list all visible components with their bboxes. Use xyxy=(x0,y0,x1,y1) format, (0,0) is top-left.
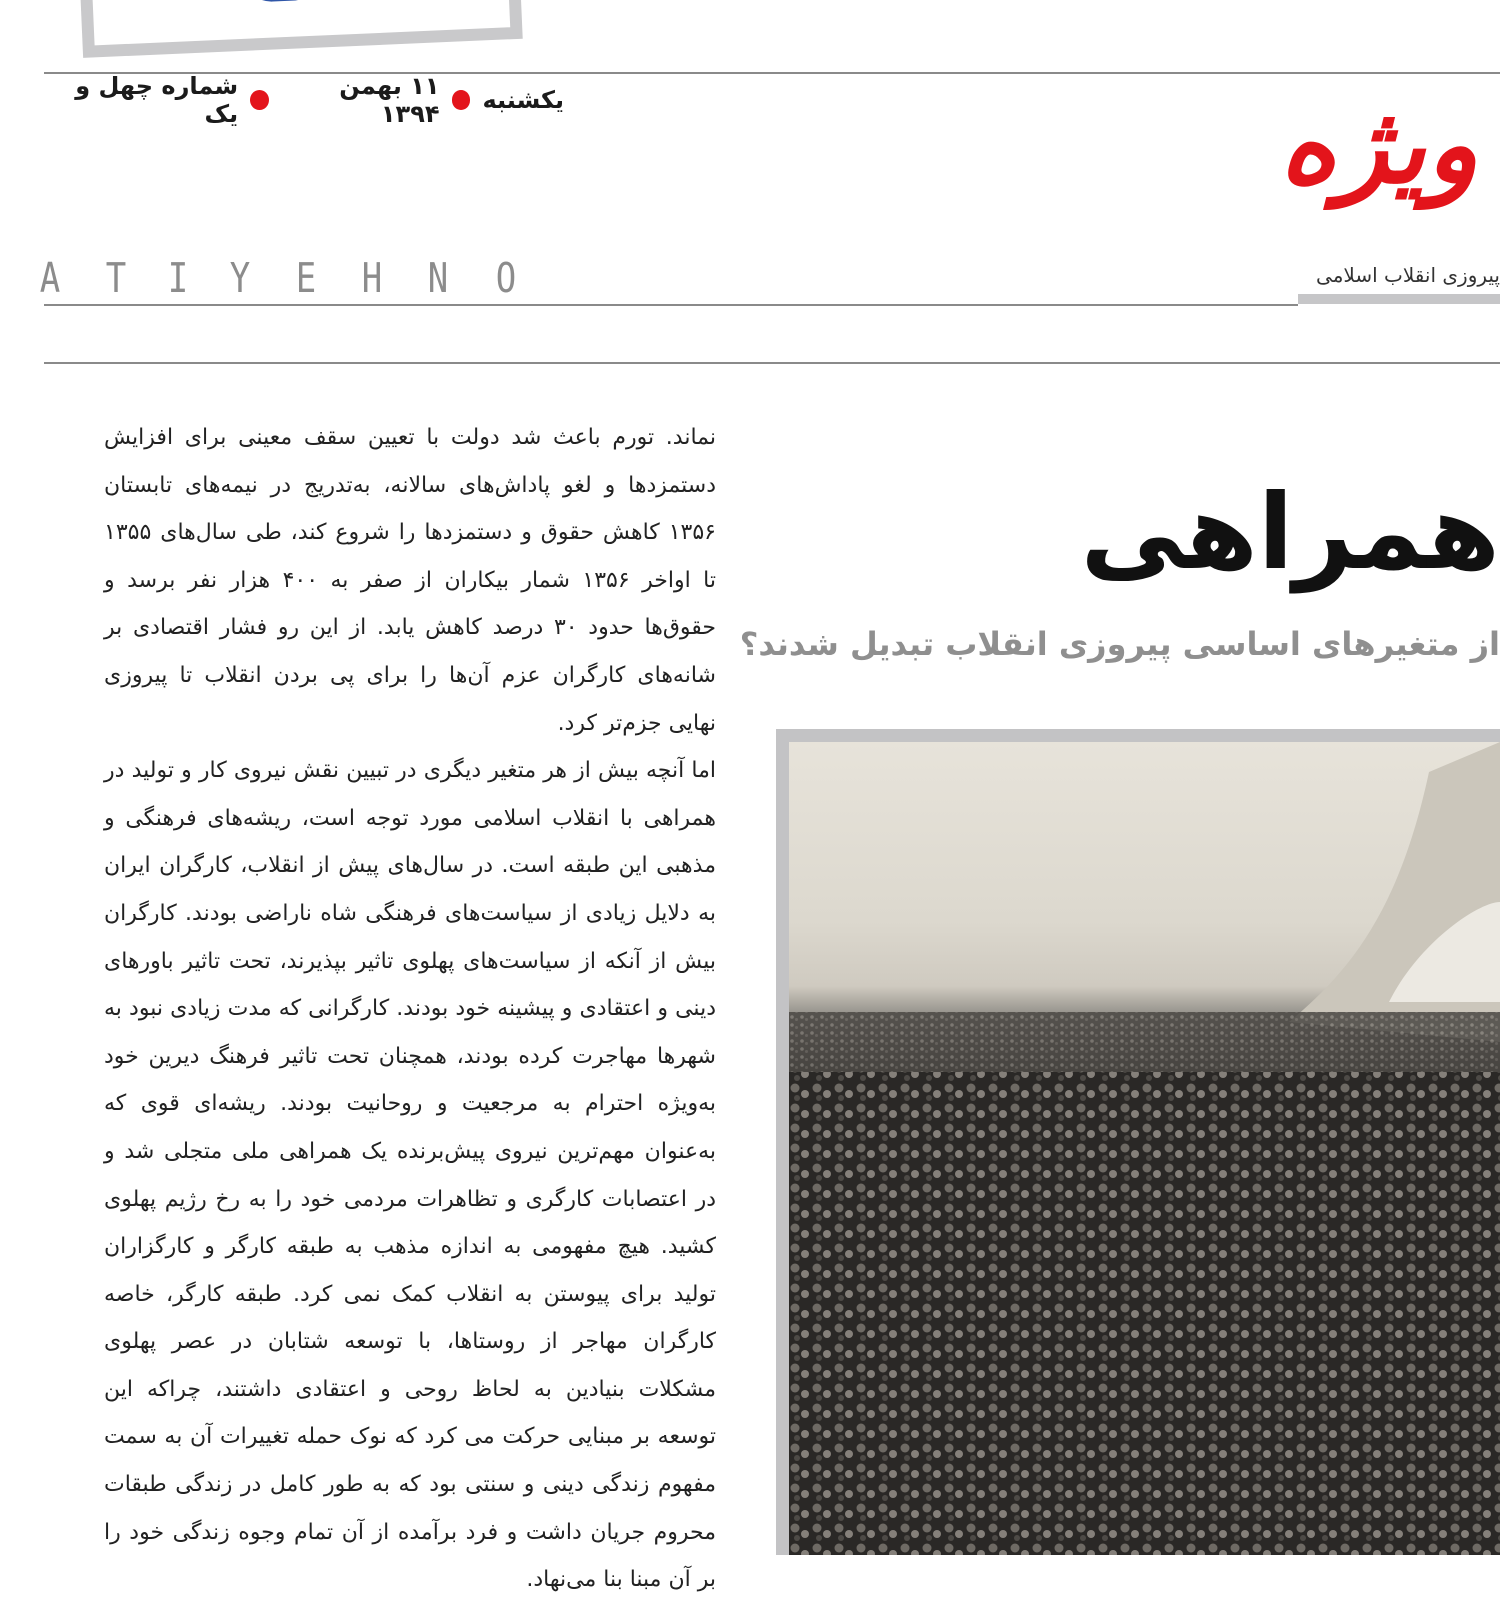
logo-underline-bar xyxy=(1298,294,1500,304)
article-paragraph: نماند. تورم باعث شد دولت با تعیین سقف معینی برای افزایش دستمزدها و لغو پاداش‌های سالانه، به‌تدریج در نیمه‌های تابستان ۱۳۵۶ کاهش حقوق و دستمزدها را شروع کند، طی سال‌های ۱۳۵۵ تا اواخر ۱۳۵۶ شمار بیکاران از صفر به ۴۰۰ هزار نفر برسد و حقوق‌ها حدود ۳۰ درصد کاهش یابد. از این رو فشار اقتصادی بر شانه‌های کارگران عزم آن‌ها را برای پی بردن انقلاب تا پیروزی نهایی جزم‌تر کرد. xyxy=(104,425,716,736)
crowd-photo-frame xyxy=(776,729,1500,1555)
headline: همراهی xyxy=(1080,471,1500,593)
red-bullet-icon xyxy=(250,90,269,110)
article-paragraph: اما آنچه بیش از هر متغیر دیگری در تبیین نقش نیروی کار و تولید در همراهی با انقلاب اسلامی مورد توجه است، ریشه‌های فرهنگی و مذهبی این طبقه است. در سال‌های پیش از انقلاب، کارگران ایران به دلایل زیادی از سیاست‌های فرهنگی شاه ناراضی بودند. کارگران بیش از آنکه از سیاست‌های پهلوی تاثیر بپذیرند، تحت تاثیر باورهای دینی و اعتقادی و پیشینه خود بودند. کارگرانی که مدت زیادی نبود به شهرها مهاجرت کرده بودند، همچنان تحت تاثیر فرهنگ دیرین خود به‌ویژه احترام به مرجعیت و روحانیت بودند. ریشه‌ای قوی که به‌عنوان مهم‌ترین نیروی پیش‌برنده یک همراهی ملی متجلی شد و در اعتصابات کارگری و تظاهرات مردمی خود را به رخ رژیم پهلوی کشید. هیچ مفهومی به اندازه مذهب به طبقه کارگر و کارگزاران تولید برای پیوستن به انقلاب کمک نمی کرد. طبقه کارگر، خاصه کارگران مهاجر از روستاها، با توسعه شتابان در عصر پهلوی مشکلات بنیادین به لحاظ روحی و اعتقادی داشتند، چراکه این توسعه بر مبنایی حرکت می کرد که نوک حمله تغییرات آن به سمت مفهوم زندگی دینی و سنتی بود که به طور کامل در زندگی طبقات محروم جریان داشت و فرد برآمده از آن تمام وجوه زندگی خود را بر آن مبنا بنا می‌نهاد. xyxy=(104,758,716,1593)
masthead-rule xyxy=(44,304,1298,306)
dateline-date: ۱۱ بهمن ۱۳۹۴ xyxy=(339,72,440,128)
brand-letter: H xyxy=(361,255,383,303)
brand-letter: Y xyxy=(229,255,251,303)
clipped-photo-blue-shape xyxy=(242,0,323,3)
dateline xyxy=(44,72,564,128)
red-bullet-icon xyxy=(452,90,471,110)
crowd-photo xyxy=(789,742,1500,1555)
clipped-photo-frame xyxy=(78,0,523,58)
brand-letter: E xyxy=(295,255,317,303)
article-body xyxy=(104,414,716,1593)
crowd-photo-illustration xyxy=(789,742,1500,1555)
subheadline: از متغیرهای اساسی پیروزی انقلاب تبدیل شدند؟ xyxy=(739,625,1500,663)
brand-letter: O xyxy=(495,255,517,303)
logo-wordmark: ویژه xyxy=(1279,82,1478,208)
logo-subtitle: پیروزی انقلاب اسلامی xyxy=(1316,263,1500,287)
dateline-weekday: یکشنبه xyxy=(482,86,564,114)
brand-letter: I xyxy=(167,255,189,303)
clipped-photo xyxy=(90,0,510,45)
section-rule xyxy=(44,362,1500,364)
brand-letter: N xyxy=(427,255,449,303)
brand-letter: A xyxy=(39,255,61,303)
brand-letter: T xyxy=(105,255,127,303)
dateline-issue: شماره چهل و یک xyxy=(75,72,239,128)
